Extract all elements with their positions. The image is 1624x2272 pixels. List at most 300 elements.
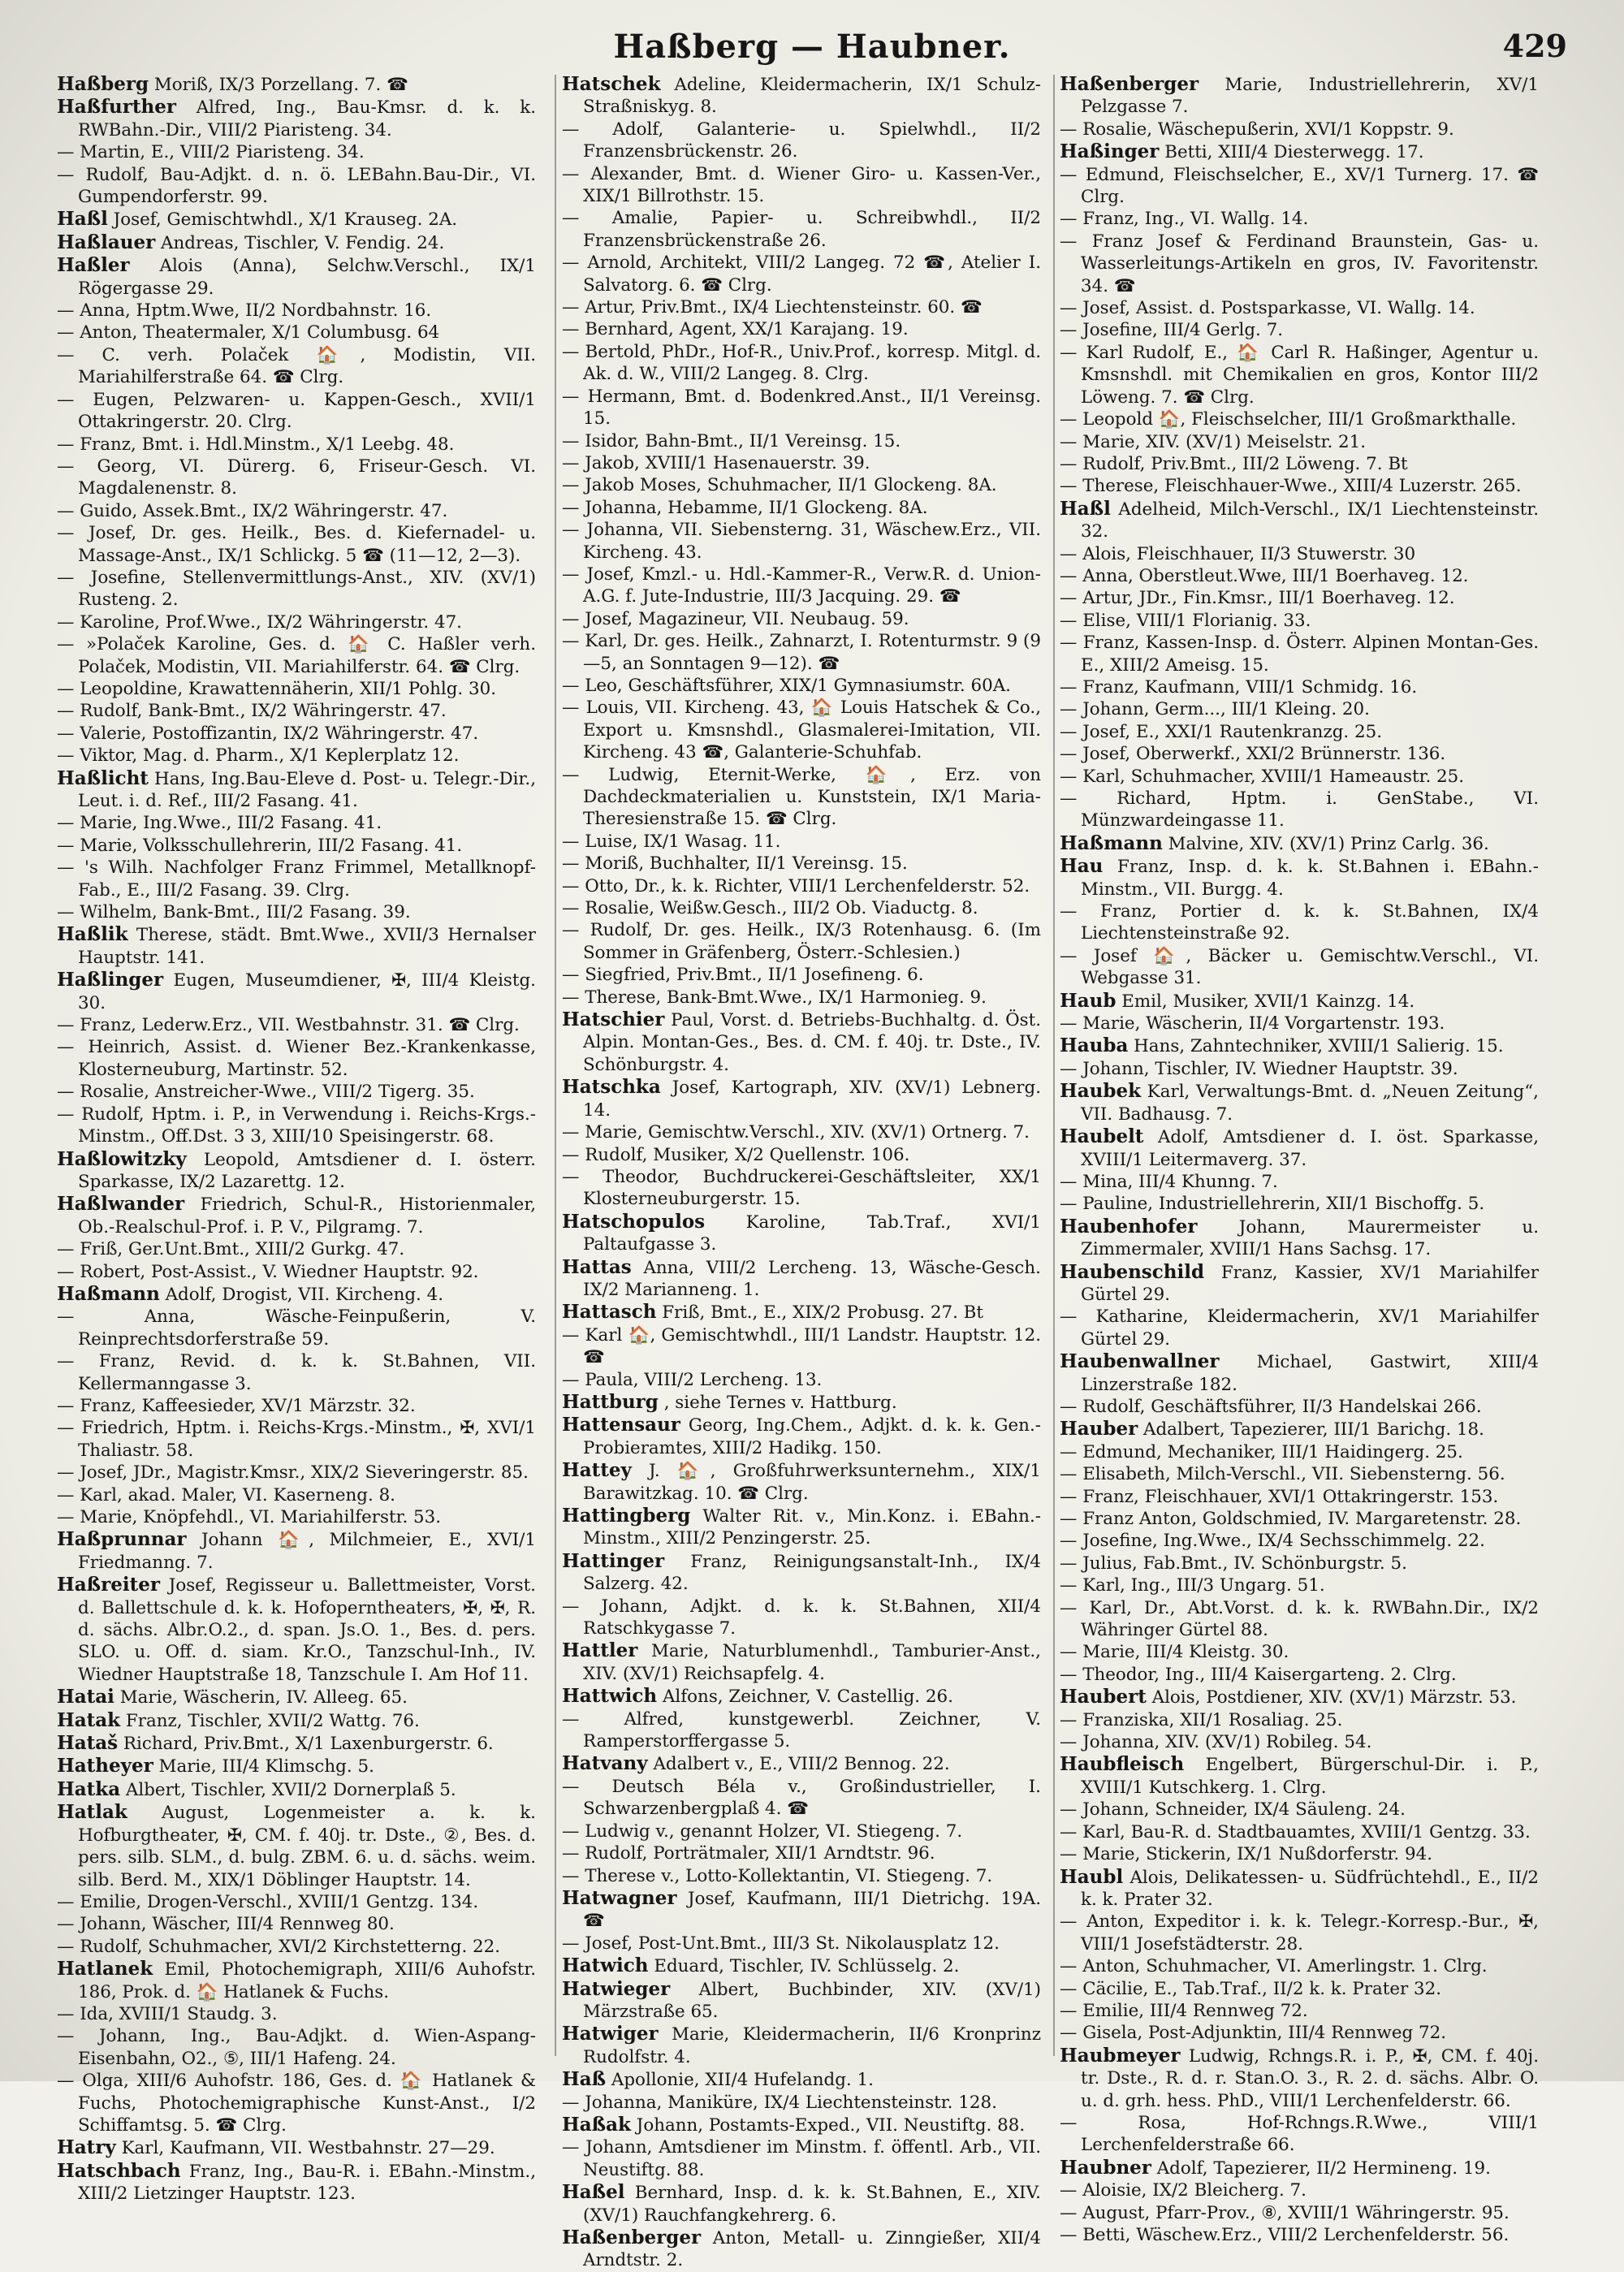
entry-text: — Valerie, Postoffizantin, IX/2 Währingerstr. 47.	[57, 723, 479, 744]
directory-entry	[1060, 721, 1539, 743]
entry-text: — Hermann, Bmt. d. Bodenkred.Anst., II/1 Vereinsg. 15.	[562, 386, 1041, 430]
entry-text: — Franz, Fleischhauer, XVI/1 Ottakringerstr. 153.	[1060, 1486, 1499, 1507]
entry-text: Karl, Verwaltungs-Bmt. d. „Neuen Zeitung“, VII. Badhausg. 7.	[1081, 1082, 1539, 1125]
directory-entry	[1060, 990, 1539, 1013]
entry-text: Friedrich, Schul-R., Historienmaler, Ob.-Realschul-Prof. i. P. V., Pilgramg. 7.	[78, 1194, 536, 1238]
entry-surname: Haßel	[562, 2181, 625, 2204]
entry-surname: Haßak	[562, 2113, 631, 2136]
directory-entry	[1060, 164, 1539, 209]
directory-entry	[1060, 1350, 1539, 1396]
directory-entry	[1060, 140, 1539, 163]
directory-entry	[1060, 1216, 1539, 1261]
directory-entry	[562, 764, 1041, 831]
entry-text: — Josef, Assist. d. Postsparkasse, VI. Wallg. 14.	[1060, 298, 1475, 319]
entry-text: — Emilie, III/4 Rennweg 72.	[1060, 2000, 1308, 2021]
entry-text: — Josef, Post-Unt.Bmt., III/3 St. Nikolausplatz 12.	[562, 1933, 1000, 1954]
entry-surname: Hatschier	[562, 1009, 665, 1031]
entry-text: — Leopoldine, Krawattennäherin, XII/1 Pohlg. 30.	[57, 678, 497, 699]
directory-entry	[57, 969, 536, 1014]
entry-text: — Cäcilie, E., Tab.Traf., II/2 k. k. Prater 32.	[1060, 1978, 1442, 1999]
directory-entry	[1060, 610, 1539, 632]
directory-entry	[57, 2070, 536, 2136]
directory-entry	[1060, 1034, 1539, 1057]
entry-text: — Wilhelm, Bank-Bmt., III/2 Fasang. 39.	[57, 902, 411, 923]
directory-entry	[57, 73, 536, 96]
directory-entry	[57, 1528, 536, 1574]
entry-text: — Johann, Adjkt. d. k. k. St.Bahnen, XII/4 Ratschkygasse 7.	[562, 1596, 1041, 1639]
directory-entry	[1060, 1641, 1539, 1663]
directory-entry	[562, 73, 1041, 119]
entry-text: Marie, Naturblumenhdl., Tamburier-Anst., XIV. (XV/1) Reichsapfelg. 4.	[583, 1641, 1041, 1684]
entry-text: Franz, Tischler, XVII/2 Wattg. 76.	[125, 1710, 420, 1731]
directory-entry	[57, 2025, 536, 2070]
directory-entry	[562, 474, 1041, 496]
entry-text: — Karl, Ing., III/3 Ungarg. 51.	[1060, 1575, 1325, 1596]
column-2	[562, 73, 1041, 2271]
entry-text: — Edmund, Fleischselcher, E., XV/1 Turnerg. 17. ☎ Clrg.	[1060, 164, 1539, 208]
entry-text: Adelheid, Milch-Verschl., IX/1 Liechtensteinstr. 32.	[1081, 499, 1539, 542]
entry-text: — 's Wilh. Nachfolger Franz Frimmel, Metallknopf-Fab., E., III/2 Fasang. 39. Clrg.	[57, 857, 536, 901]
entry-text: — Mina, III/4 Khunng. 7.	[1060, 1171, 1278, 1192]
directory-entry	[562, 119, 1041, 163]
directory-entry	[1060, 1574, 1539, 1596]
directory-entry	[562, 2181, 1041, 2227]
directory-entry	[1060, 743, 1539, 765]
directory-entry	[1060, 119, 1539, 140]
entry-text: Apollonie, XII/4 Hufelandg. 1.	[611, 2070, 874, 2091]
entry-surname: Hatschek	[562, 73, 661, 95]
directory-entry	[1060, 1171, 1539, 1193]
entry-text: , siehe Ternes v. Hattburg.	[663, 1392, 897, 1413]
directory-entry	[57, 231, 536, 254]
entry-surname: Hattinger	[562, 1549, 665, 1572]
entry-text: — Johanna, VII. Siebensterng. 31, Wäschew.Erz., VII. Kircheng. 43.	[562, 520, 1041, 563]
entry-text: August, Logenmeister a. k. k. Hofburgtheater, ✠, CM. f. 40j. tr. Dste., ②, Bes. d. pers. silb. SLM., d. bulg. ZBM. 6. u. d. sächs. weim. silb. Berd. M., XIX/1 Döblinger Hauptstr. 14.	[78, 1803, 536, 1890]
entry-text: Johann, Maurermeister u. Zimmermaler, XVIII/1 Hans Sachsg. 17.	[1081, 1216, 1539, 1260]
entry-text: — Marie, III/4 Kleistg. 30.	[1060, 1642, 1289, 1663]
entry-text: — Isidor, Bahn-Bmt., II/1 Vereinsg. 15.	[562, 430, 901, 451]
entry-text: — Paula, VIII/2 Lercheng. 13.	[562, 1369, 823, 1390]
directory-entry	[57, 700, 536, 722]
entry-text: — Guido, Assek.Bmt., IX/2 Währingerstr. 47.	[57, 500, 448, 521]
entry-surname: Haßprunnar	[57, 1528, 187, 1551]
directory-entry	[57, 1709, 536, 1732]
entry-text: — Rudolf, Bank-Bmt., IX/2 Währingerstr. 47.	[57, 701, 447, 722]
entry-text: — Elisabeth, Milch-Verschl., VII. Siebensterng. 56.	[1060, 1464, 1505, 1485]
entry-text: Eugen, Museumdiener, ✠, III/4 Kleistg. 30.	[78, 970, 536, 1013]
entry-text: — Rudolf, Dr. ges. Heilk., IX/3 Rotenhausg. 6. (Im Sommer in Gräfenberg, Österr.-Schlesien.)	[562, 920, 1041, 963]
directory-entry	[57, 745, 536, 767]
entry-surname: Hatwich	[562, 1955, 649, 1977]
directory-entry	[1060, 1753, 1539, 1799]
entry-text: — Artur, JDr., Fin.Kmsr., III/1 Boerhaveg. 12.	[1060, 588, 1455, 609]
entry-text: — Johanna, Hebamme, II/1 Glockeng. 8A.	[562, 497, 928, 518]
entry-text: — Franz Josef & Ferdinand Braunstein, Gas- u. Wasserleitungs-Artikeln en gros, IV. Favoritenstr. 34. ☎	[1060, 231, 1539, 296]
directory-entry	[57, 567, 536, 611]
directory-entry	[1060, 1799, 1539, 1821]
entry-text: Adeline, Kleidermacherin, IX/1 Schulz-Straßniskyg. 8.	[583, 75, 1041, 118]
entry-text: Hans, Ing.Bau-Eleve d. Post- u. Telegr.-Dir., Leut. i. d. Ref., III/2 Fasang. 41.	[78, 768, 536, 811]
directory-entry	[57, 1193, 536, 1238]
directory-entry	[562, 452, 1041, 474]
entry-surname: Hatschka	[562, 1076, 661, 1099]
directory-entry	[562, 2023, 1041, 2068]
entry-text: Emil, Musiker, XVII/1 Kainzg. 14.	[1121, 991, 1415, 1012]
directory-entry	[57, 857, 536, 901]
directory-entry	[562, 2092, 1041, 2114]
directory-entry	[562, 875, 1041, 897]
entry-surname: Haubelt	[1060, 1125, 1144, 1148]
entry-text: — Karl, Schuhmacher, XVIII/1 Hameaustr. 25.	[1060, 766, 1465, 787]
entry-text: — Rudolf, Schuhmacher, XVI/2 Kirchstetterng. 22.	[57, 1936, 501, 1957]
entry-text: — Heinrich, Assist. d. Wiener Bez.-Krankenkasse, Klosterneuburg, Martinstr. 52.	[57, 1037, 536, 1080]
entry-text: — Karl 🏠, Gemischtwhdl., III/1 Landstr. Hauptstr. 12. ☎	[562, 1324, 1041, 1368]
entry-text: Alois, Postdiener, XIV. (XV/1) Märzstr. 53.	[1151, 1687, 1517, 1708]
entry-text: Adolf, Amtsdiener d. I. öst. Sparkasse, XVIII/1 Leitermaverg. 37.	[1081, 1127, 1539, 1170]
directory-entry	[1060, 1441, 1539, 1463]
directory-entry	[562, 1009, 1041, 1076]
entry-surname: Hatwagner	[562, 1886, 677, 1909]
entry-surname: Haßmann	[57, 1282, 160, 1305]
directory-entry	[562, 1211, 1041, 1256]
directory-entry	[1060, 1530, 1539, 1552]
directory-entry	[1060, 1418, 1539, 1441]
entry-text: — Theodor, Buchdruckerei-Geschäftsleiter, XX/1 Klosterneuburgerstr. 15.	[562, 1166, 1041, 1210]
directory-entry	[562, 675, 1041, 697]
directory-entry	[562, 2227, 1041, 2272]
entry-surname: Haub	[1060, 989, 1116, 1012]
entry-surname: Haßl	[1060, 497, 1111, 520]
entry-text: — Franz, Portier d. k. k. St.Bahnen, IX/4 Liechtensteinstraße 92.	[1060, 901, 1539, 944]
entry-text: — Rudolf, Priv.Bmt., III/2 Löweng. 7. Bt	[1060, 453, 1408, 474]
directory-entry	[57, 1350, 536, 1395]
directory-entry	[562, 1933, 1041, 1955]
directory-entry	[562, 252, 1041, 296]
directory-entry	[1060, 2202, 1539, 2224]
entry-text: Marie, Industriellehrerin, XV/1 Pelzgasse 7.	[1081, 75, 1539, 118]
entry-text: Hans, Zahntechniker, XVIII/1 Salierig. 15.	[1134, 1036, 1504, 1057]
entry-text: — Josef, JDr., Magistr.Kmsr., XIX/2 Sieveringerstr. 85.	[57, 1462, 529, 1484]
entry-surname: Haubl	[1060, 1865, 1124, 1888]
directory-entry	[562, 1121, 1041, 1143]
directory-entry	[562, 897, 1041, 919]
column-divider	[555, 75, 556, 2056]
directory-entry	[562, 1459, 1041, 1505]
entry-surname: Haubenschild	[1060, 1260, 1205, 1283]
directory-entry	[57, 2003, 536, 2025]
entry-text: — Josef, Oberwerkf., XXI/2 Brünnerstr. 136.	[1060, 744, 1446, 765]
entry-text: Leopold, Amtsdiener d. I. österr. Sparkasse, IX/2 Lazarettg. 12.	[78, 1149, 536, 1192]
directory-entry	[562, 1685, 1041, 1708]
entry-text: — Pauline, Industriellehrerin, XII/1 Bischoffg. 5.	[1060, 1194, 1485, 1215]
entry-text: — Jakob, XVIII/1 Hasenauerstr. 39.	[562, 452, 870, 473]
entry-text: — Johann, Wäscher, III/4 Rennweg 80.	[57, 1914, 395, 1935]
entry-surname: Hattasch	[562, 1301, 657, 1324]
directory-entry	[1060, 73, 1539, 119]
directory-entry	[562, 1596, 1041, 1640]
entry-text: — Josef, E., XXI/1 Rautenkranzg. 25.	[1060, 721, 1383, 742]
directory-entry	[1060, 1731, 1539, 1753]
entry-text: — Franz, Bmt. i. Hdl.Minstm., X/1 Leebg. 48.	[57, 434, 455, 455]
directory-entry	[562, 1752, 1041, 1775]
entry-text: — Betti, Wäschew.Erz., VIII/2 Lerchenfelderstr. 56.	[1060, 2225, 1510, 2245]
directory-entry	[57, 1958, 536, 2003]
directory-entry	[1060, 2112, 1539, 2157]
directory-entry	[57, 141, 536, 163]
entry-text: — Marie, Volksschullehrerin, III/2 Fasang. 41.	[57, 835, 463, 856]
entry-text: — Rudolf, Hptm. i. P., in Verwendung i. Reichs-Krgs.-Minstm., Off.Dst. 3 3, XIII/10 Speisingerstr. 68.	[57, 1104, 536, 1147]
directory-entry	[1060, 632, 1539, 676]
directory-entry	[562, 853, 1041, 875]
entry-surname: Haßlicht	[57, 767, 149, 789]
directory-entry	[57, 1014, 536, 1036]
entry-surname: Hatwiger	[562, 2023, 659, 2045]
entry-text: — Julius, Fab.Bmt., IV. Schönburgstr. 5.	[1060, 1553, 1407, 1574]
directory-entry	[57, 1395, 536, 1417]
entry-text: — Anna, Wäsche-Feinpußerin, V. Reinprechtsdorferstraße 59.	[57, 1307, 536, 1350]
entry-text: Ludwig, Rchngs.R. i. P., ✠, CM. f. 40j. tr. Dste., R. d. r. Stan.O. 3., R. 2. d. sächs. Albr. O. u. d. grh. hess. PhD., VIII/1 Lerchenfelderstr. 66.	[1081, 2045, 1539, 2111]
directory-entry	[57, 300, 536, 322]
page-number: 429	[1502, 28, 1567, 64]
directory-entry	[562, 430, 1041, 452]
directory-entry	[562, 1505, 1041, 1550]
directory-entry	[1060, 766, 1539, 788]
page-header	[49, 24, 1575, 65]
entry-text: — Olga, XIII/6 Auhofstr. 186, Ges. d. 🏠 Hatlanek & Fuchs, Photochemigraphische Kunst-Anst., I/2 Schiffamtsg. 5. ☎ Clrg.	[57, 2071, 536, 2136]
entry-text: — Theodor, Ing., III/4 Kaisergarteng. 2. Clrg.	[1060, 1664, 1457, 1685]
directory-entry	[1060, 2045, 1539, 2112]
directory-entry	[1060, 676, 1539, 698]
entry-text: Richard, Priv.Bmt., X/1 Laxenburgerstr. 6.	[123, 1734, 494, 1755]
directory-entry	[57, 1104, 536, 1148]
entry-text: — Martin, E., VIII/2 Piaristeng. 34.	[57, 142, 365, 163]
entry-text: — Leo, Geschäftsführer, XIX/1 Gymnasiumstr. 60A.	[562, 675, 1011, 696]
entry-surname: Hatak	[57, 1708, 121, 1731]
entry-text: Marie, Kleidermacherin, II/6 Kronprinz Rudolfstr. 4.	[583, 2024, 1041, 2067]
entry-text: Johann, Postamts-Exped., VII. Neustiftg. 88.	[636, 2114, 1026, 2136]
directory-entry	[57, 1148, 536, 1194]
directory-entry	[57, 1686, 536, 1708]
directory-entry	[1060, 1508, 1539, 1530]
entry-text: — Therese, Bank-Bmt.Wwe., IX/1 Harmonieg. 9.	[562, 987, 987, 1008]
directory-entry	[57, 1283, 536, 1306]
entry-text: — Ludwig, Eternit-Werke, 🏠, Erz. von Dachdeckmaterialien u. Kunststein, IX/1 Maria-Theresienstraße 15. ☎ Clrg.	[562, 764, 1041, 830]
entry-text: Georg, Ing.Chem., Adjkt. d. k. k. Gen.-Probieramtes, XIII/2 Hadikg. 150.	[583, 1415, 1041, 1458]
directory-entry	[562, 630, 1041, 675]
directory-entry	[1060, 1843, 1539, 1865]
entry-text: — Moriß, Buchhalter, II/1 Vereinsg. 15.	[562, 853, 908, 875]
directory-entry	[57, 434, 536, 456]
directory-entry	[562, 1076, 1041, 1121]
directory-entry	[1060, 945, 1539, 990]
entry-text: — Siegfried, Priv.Bmt., II/1 Josefineng. 6.	[562, 965, 924, 986]
entry-text: — Alfred, kunstgewerbl. Zeichner, V. Ramperstorffergasse 5.	[562, 1708, 1041, 1752]
entry-text: — Rosalie, Wäschepußerin, XVI/1 Koppstr. 9.	[1060, 119, 1454, 140]
directory-entry	[1060, 901, 1539, 945]
directory-entry	[57, 456, 536, 500]
entry-surname: Hattas	[562, 1255, 632, 1278]
entry-text: — Johann, Ing., Bau-Adjkt. d. Wien-Aspang-Eisenbahn, O2., ⑤, III/1 Hafeng. 24.	[57, 2026, 536, 2069]
entry-text: — Karl, Dr. ges. Heilk., Zahnarzt, I. Rotenturmstr. 9 (9—5, an Sonntagen 9—12). ☎	[562, 631, 1041, 674]
directory-entry	[57, 901, 536, 923]
directory-entry	[1060, 342, 1539, 408]
directory-entry	[562, 919, 1041, 964]
directory-entry	[1060, 543, 1539, 565]
entry-text: — Adolf, Galanterie- u. Spielwhdl., II/2 Franzensbrückenstr. 26.	[562, 119, 1041, 162]
entry-text: Albert, Buchbinder, XIV. (XV/1) Märzstraße 65.	[583, 1979, 1041, 2022]
entry-surname: Hatvany	[562, 1752, 648, 1775]
directory-entry	[1060, 2157, 1539, 2179]
entry-text: — Johann, Amtsdiener im Minstm. f. öffentl. Arb., VII. Neustiftg. 88.	[562, 2137, 1041, 2180]
directory-entry	[562, 1887, 1041, 1933]
directory-entry	[1060, 2000, 1539, 2022]
entry-text: — Aloisie, IX/2 Bleicherg. 7.	[1060, 2180, 1307, 2201]
directory-entry	[57, 2160, 536, 2205]
directory-entry	[1060, 1709, 1539, 1731]
running-head: Haßberg — Haubner.	[613, 28, 1011, 66]
directory-entry	[57, 522, 536, 567]
entry-text: — Otto, Dr., k. k. Richter, VIII/1 Lerchenfelderstr. 52.	[562, 875, 1030, 896]
directory-entry	[562, 296, 1041, 318]
entry-text: Karl, Kaufmann, VII. Westbahnstr. 27—29.	[121, 2138, 495, 2159]
entry-text: Adolf, Drogist, VII. Kircheng. 4.	[165, 1284, 444, 1305]
entry-surname: Hattwich	[562, 1685, 658, 1708]
entry-surname: Haubenwallner	[1060, 1350, 1220, 1373]
entry-text: J. 🏠, Großfuhrwerksunternehm., XIX/1 Barawitzkag. 10. ☎ Clrg.	[583, 1461, 1041, 1504]
entry-text: — Ida, XVIII/1 Staudg. 3.	[57, 2003, 278, 2024]
entry-text: — Bertold, PhDr., Hof-R., Univ.Prof., korresp. Mitgl. d. Ak. d. W., VIII/2 Langeg. 8. Clrg.	[562, 341, 1041, 385]
entry-text: — Alois, Fleischhauer, II/3 Stuwerstr. 30	[1060, 543, 1416, 564]
entry-surname: Hau	[1060, 855, 1104, 878]
entry-text: Bernhard, Insp. d. k. k. St.Bahnen, E., XIV. (XV/1) Rauchfangkehrerg. 6.	[583, 2183, 1041, 2226]
directory-entry	[562, 497, 1041, 519]
directory-entry	[1060, 2224, 1539, 2246]
entry-text: Franz, Kassier, XV/1 Mariahilfer Gürtel 29.	[1081, 1262, 1539, 1305]
entry-surname: Haßmann	[1060, 831, 1163, 854]
directory-entry	[562, 2114, 1041, 2136]
directory-entry	[562, 1369, 1041, 1391]
directory-entry	[57, 835, 536, 857]
column-divider	[1053, 75, 1055, 2056]
entry-text: — Richard, Hptm. i. GenStabe., VI. Münzwardeingasse 11.	[1060, 788, 1539, 831]
entry-text: Anna, VIII/2 Lercheng. 13, Wäsche-Gesch. IX/2 Marianneng. 1.	[583, 1257, 1041, 1300]
directory-entry	[1060, 1261, 1539, 1307]
directory-entry	[1060, 855, 1539, 901]
entry-text: Marie, Wäscherin, IV. Alleeg. 65.	[119, 1687, 408, 1708]
directory-entry	[1060, 1125, 1539, 1171]
directory-entry	[562, 207, 1041, 252]
directory-entry	[1060, 231, 1539, 297]
entry-surname: Hatwieger	[562, 1977, 671, 2000]
entry-text: — Franz Anton, Goldschmied, IV. Margaretenstr. 28.	[1060, 1509, 1522, 1529]
entry-text: — Rudolf, Porträtmaler, XII/1 Arndtstr. 96.	[562, 1843, 935, 1864]
entry-text: Albert, Tischler, XVII/2 Dornerplaß 5.	[125, 1779, 456, 1800]
entry-surname: Haßreiter	[57, 1574, 160, 1596]
directory-entry	[57, 1778, 536, 1801]
directory-entry	[57, 923, 536, 969]
entry-surname: Hatai	[57, 1686, 114, 1708]
entry-text: — Friß, Ger.Unt.Bmt., XIII/2 Gurkg. 47.	[57, 1239, 405, 1260]
directory-entry	[1060, 453, 1539, 475]
directory-entry	[562, 1391, 1041, 1414]
directory-entry	[57, 767, 536, 813]
directory-entry	[562, 697, 1041, 763]
entry-text: — Johanna, Maniküre, IX/4 Liechtensteinstr. 128.	[562, 2092, 997, 2113]
entry-text: — Louis, VII. Kircheng. 43, 🏠 Louis Hatschek & Co., Export u. Kmsnshdl., Glasmalerei-Imitation, VII. Kircheng. 43 ☎, Galanterie-Schuhfab.	[562, 698, 1041, 763]
entry-surname: Hattensaur	[562, 1414, 680, 1436]
entry-text: — Josef, Dr. ges. Heilk., Bes. d. Kiefernadel- u. Massage-Anst., IX/1 Schlickg. 5 ☎ (11—12, 2—3).	[57, 523, 536, 566]
directory-entry	[57, 633, 536, 678]
directory-entry	[562, 1144, 1041, 1166]
directory-entry	[57, 254, 536, 300]
directory-entry	[562, 608, 1041, 630]
directory-entry	[1060, 1463, 1539, 1485]
directory-entry	[562, 1842, 1041, 1864]
entry-surname: Haubfleisch	[1060, 1753, 1185, 1776]
entry-text: — C. verh. Polaček 🏠, Modistin, VII. Mariahilferstraße 64. ☎ Clrg.	[57, 344, 536, 388]
entry-text: — Rudolf, Musiker, X/2 Quellenstr. 106.	[562, 1144, 910, 1165]
entry-text: — Robert, Post-Assist., V. Wiedner Hauptstr. 92.	[57, 1261, 479, 1282]
entry-text: — Josef 🏠, Bäcker u. Gemischtw.Verschl., VI. Webgasse 31.	[1060, 945, 1539, 989]
directory-entry	[562, 318, 1041, 340]
entry-text: Therese, städt. Bmt.Wwe., XVII/3 Hernalser Hauptstr. 141.	[78, 925, 536, 968]
entry-text: — Bernhard, Agent, XX/1 Karajang. 19.	[562, 319, 909, 340]
directory-entry	[57, 678, 536, 700]
directory-entry	[57, 1081, 536, 1103]
entry-text: — Alexander, Bmt. d. Wiener Giro- u. Kassen-Ver., XIX/1 Billrothstr. 15.	[562, 163, 1041, 207]
entry-text: — Marie, XIV. (XV/1) Meiselstr. 21.	[1060, 431, 1367, 452]
entry-surname: Haßlwander	[57, 1193, 185, 1216]
entry-surname: Haubmeyer	[1060, 2044, 1181, 2067]
directory-entry	[562, 163, 1041, 208]
entry-text: — Anna, Hptm.Wwe, II/2 Nordbahnstr. 16.	[57, 300, 432, 322]
entry-surname: Hatlanek	[57, 1958, 153, 1980]
entry-text: — Franz, Kaffeesieder, XV/1 Märzstr. 32.	[57, 1395, 416, 1416]
directory-entry	[1060, 208, 1539, 230]
entry-text: — Franz, Revid. d. k. k. St.Bahnen, VII. Kellermanngasse 3.	[57, 1351, 536, 1394]
entry-text: — Johann, Schneider, IX/4 Säuleng. 24.	[1060, 1799, 1406, 1821]
entry-surname: Haubenhofer	[1060, 1215, 1198, 1238]
entry-surname: Haßl	[57, 208, 108, 231]
entry-text: Walter Rit. v., Min.Konz. i. EBahn.-Minstm., XIII/2 Penzingerstr. 25.	[583, 1506, 1041, 1549]
directory-entry	[57, 1506, 536, 1528]
directory-entry	[1060, 698, 1539, 720]
directory-entry	[562, 1708, 1041, 1753]
directory-entry	[57, 1484, 536, 1506]
directory-entry	[57, 1306, 536, 1350]
entry-surname: Haubner	[1060, 2156, 1151, 2179]
directory-entry	[1060, 2022, 1539, 2044]
entry-surname: Haßlinger	[57, 969, 164, 991]
entry-surname: Haßler	[57, 254, 130, 277]
directory-entry	[1060, 1686, 1539, 1708]
directory-entry	[57, 1936, 536, 1958]
entry-text: Adalbert v., E., VIII/2 Bennog. 22.	[653, 1754, 950, 1775]
entry-text: — Gisela, Post-Adjunktin, III/4 Rennweg 72.	[1060, 2023, 1447, 2044]
directory-entry	[57, 1891, 536, 1913]
entry-surname: Haubert	[1060, 1686, 1147, 1708]
directory-entry	[57, 1913, 536, 1935]
entry-text: Adolf, Tapezierer, II/2 Hermineng. 19.	[1156, 2158, 1491, 2179]
directory-entry	[1060, 297, 1539, 319]
entry-surname: Haubek	[1060, 1080, 1142, 1103]
entry-text: — Jakob Moses, Schuhmacher, II/1 Glockeng. 8A.	[562, 475, 997, 496]
directory-entry	[57, 1732, 536, 1755]
entry-text: — Josefine, Stellenvermittlungs-Anst., XIV. (XV/1) Rusteng. 2.	[57, 567, 536, 611]
entry-text: Johann 🏠, Milchmeier, E., XVI/1 Friedmanng. 7.	[78, 1530, 536, 1573]
directory-entry	[57, 1755, 536, 1777]
entry-surname: Hatschbach	[57, 2159, 181, 2182]
